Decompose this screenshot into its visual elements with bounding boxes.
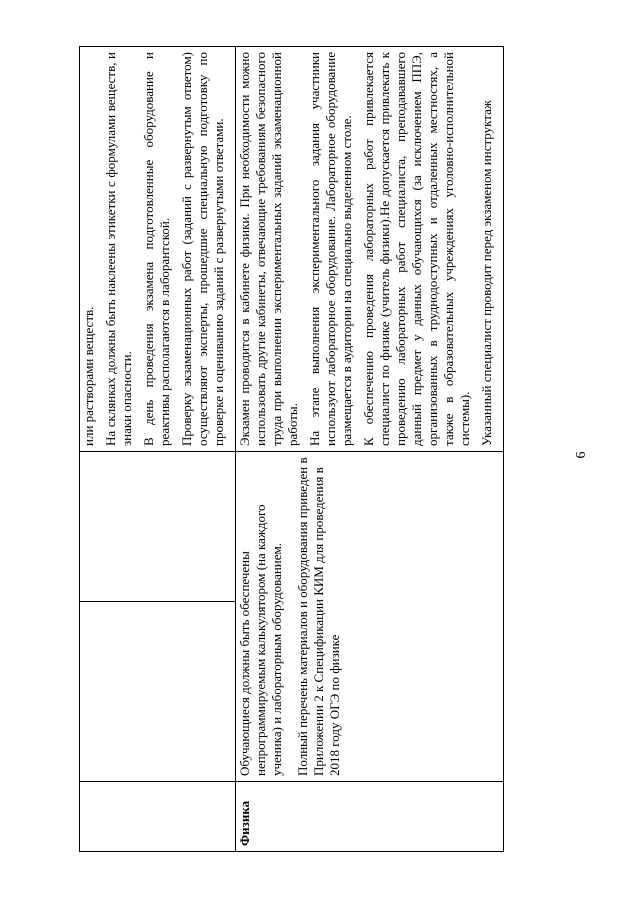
paragraph: На склянках должны быть наклеены этикетки с формулами веществ, и знаки опасности. [103,52,134,446]
detail-paragraph: На этапе выполнения экспериментального задания участники используют лабораторное оборудование. Лабораторное оборудование размещается в аудитории на специально выделенном столе. [307,52,354,446]
detail-paragraph: Указанный специалист проводит перед экзаменом инструктаж [479,100,494,446]
details-cell [236,47,504,452]
exam-requirements-table [79,46,504,852]
requirements-cell [236,452,504,782]
page-number: 6 [574,451,589,459]
subject-cell: Физика [236,782,504,852]
requirement-paragraph: Полный перечень материалов и оборудования приведен в Приложении 2 к Спецификации КИМ для проведения в 2018 году ОГЭ по физике [295,457,342,776]
extra-cell-empty [80,452,236,602]
detail-paragraph: К обеспечению проведения лабораторных работ привлекается специалист по физике (учитель физики).Не допускается привлекать к проведению лабораторных работ специалиста, преподававшего данный предмет у данных обучающихся (за исключением ППЭ, организованных в труднодоступных и отдаленных местностях, а также в образовательных учреждениях уголовно-исполнительной системы). [361,52,472,446]
table-row-continuation [80,47,236,852]
details-cell-continuation [80,47,236,452]
paragraph: или растворами веществ. [81,306,96,446]
subject-cell-empty [80,782,236,852]
detail-paragraph: Экзамен проводится в кабинете физики. При необходимости можно использовать другие кабинеты, отвечающие требованиям безопасного труда при выполнении экспериментальных заданий экзаменационной работы. [237,52,300,446]
requirements-cell-empty [80,602,236,782]
paragraph: Проверку экзаменационных работ (заданий с развернутым ответом) осуществляют эксперты, прошедшие специальную подготовку по проверке и оцениванию заданий с развернутыми ответами. [179,52,226,446]
paragraph: В день проведения экзамена подготовленные оборудование и реактивы располагаются в лаборантской. [141,52,172,446]
requirement-paragraph: Обучающиеся должны быть обеспечены непрограммируемым калькулятором (на каждого ученика) и лабораторным оборудованием. [237,504,284,776]
table-row-physics [236,47,504,852]
